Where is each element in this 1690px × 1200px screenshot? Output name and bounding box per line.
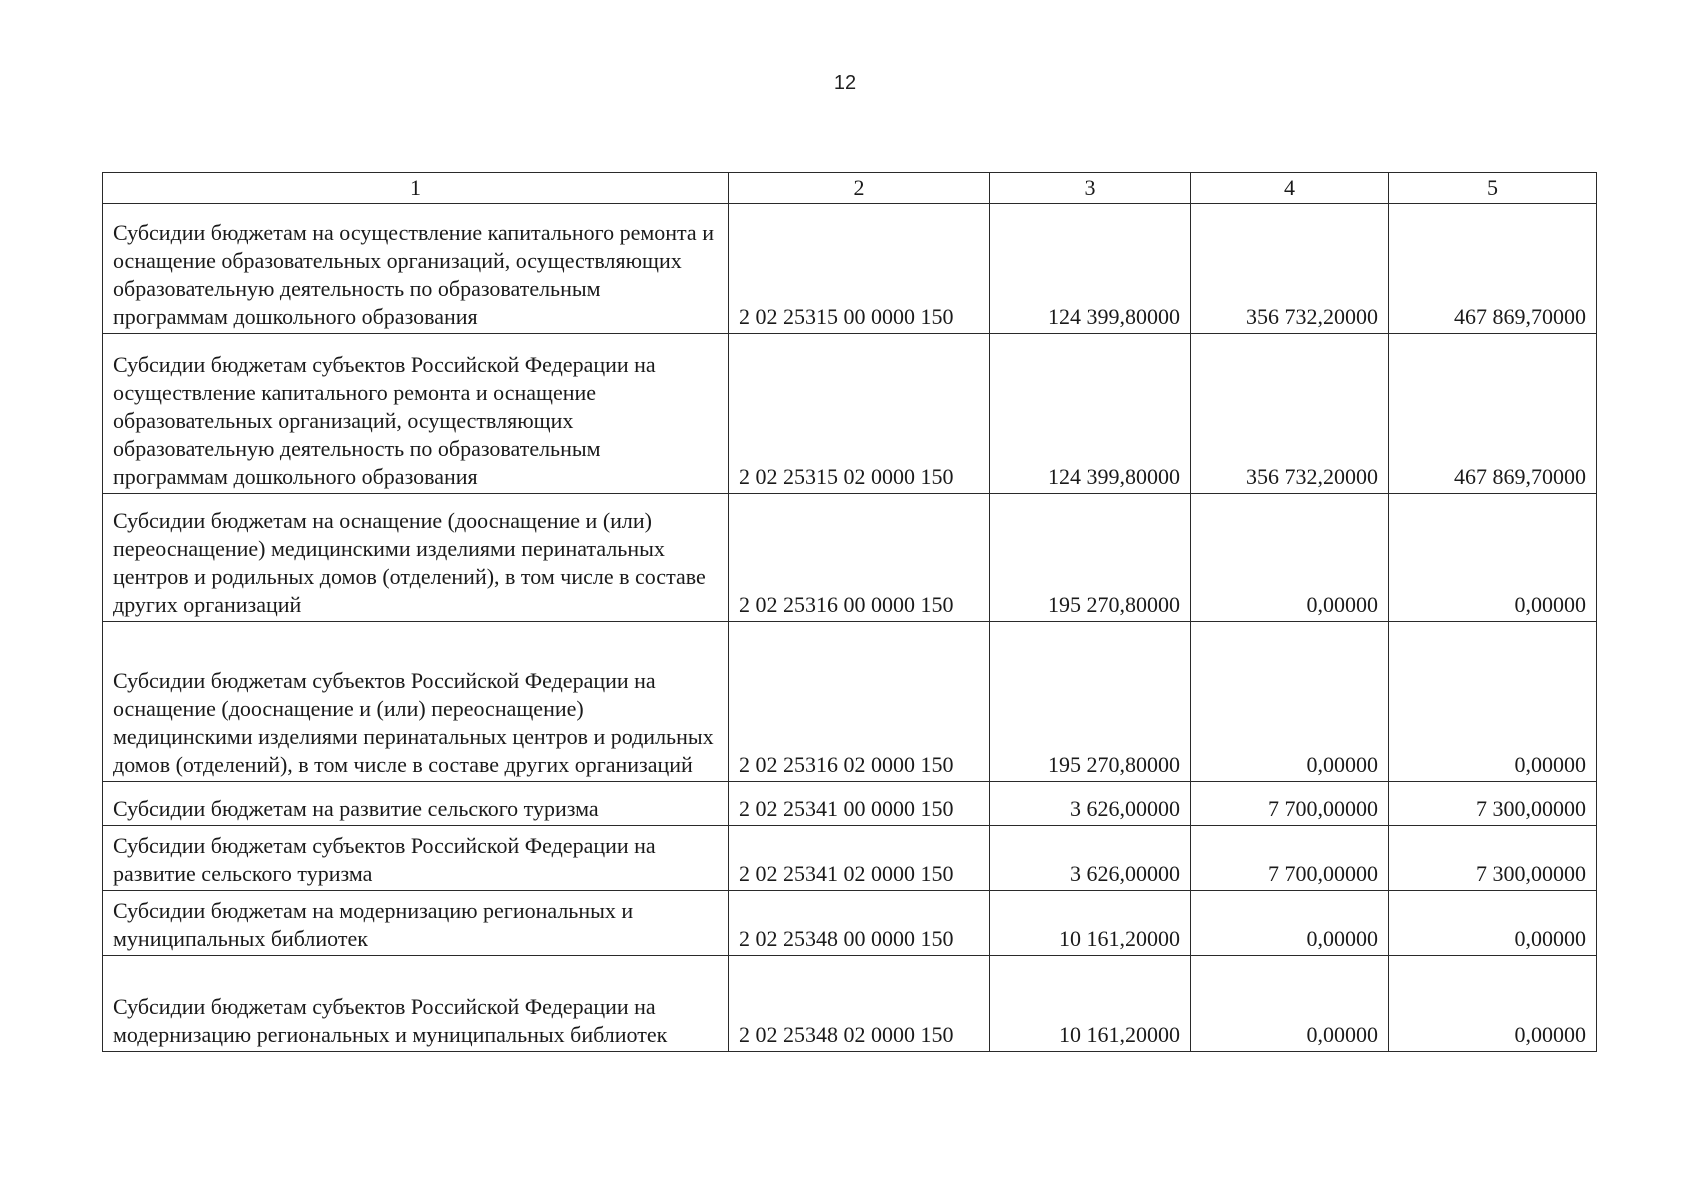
row-value-5: 467 869,70000 (1389, 204, 1597, 334)
header-row (103, 173, 1597, 204)
row-value-4: 0,00000 (1191, 956, 1389, 1052)
column-header-1: 1 (103, 173, 729, 204)
row-value-3: 124 399,80000 (990, 204, 1191, 334)
table-header (103, 173, 1597, 204)
row-value-3: 195 270,80000 (990, 494, 1191, 622)
table-row (103, 494, 1597, 622)
row-value-5: 467 869,70000 (1389, 334, 1597, 494)
table-row (103, 204, 1597, 334)
row-code: 2 02 25315 02 0000 150 (729, 334, 990, 494)
row-value-5: 0,00000 (1389, 494, 1597, 622)
row-value-4: 7 700,00000 (1191, 826, 1389, 891)
row-value-5: 0,00000 (1389, 622, 1597, 782)
row-code: 2 02 25316 00 0000 150 (729, 494, 990, 622)
table-row (103, 782, 1597, 826)
row-value-3: 124 399,80000 (990, 334, 1191, 494)
column-header-4: 4 (1191, 173, 1389, 204)
table-row (103, 334, 1597, 494)
row-value-5: 0,00000 (1389, 956, 1597, 1052)
row-description: Субсидии бюджетам субъектов Российской Федерации на осуществление капитального ремонта и оснащение образовательных организаций, осуществляющих образовательную деятельность по образовательным программам дошкольного образования (103, 334, 729, 494)
row-value-3: 3 626,00000 (990, 826, 1191, 891)
table-row (103, 622, 1597, 782)
row-value-4: 356 732,20000 (1191, 204, 1389, 334)
row-code: 2 02 25315 00 0000 150 (729, 204, 990, 334)
table-row (103, 891, 1597, 956)
row-value-4: 0,00000 (1191, 622, 1389, 782)
row-description: Субсидии бюджетам на осуществление капитального ремонта и оснащение образовательных организаций, осуществляющих образовательную деятельность по образовательным программам дошкольного образования (103, 204, 729, 334)
page-number: 12 (833, 72, 857, 94)
row-code: 2 02 25341 00 0000 150 (729, 782, 990, 826)
row-description: Субсидии бюджетам субъектов Российской Федерации на модернизацию региональных и муниципальных библиотек (103, 956, 729, 1052)
row-code: 2 02 25348 02 0000 150 (729, 956, 990, 1052)
row-value-3: 10 161,20000 (990, 891, 1191, 956)
row-value-5: 7 300,00000 (1389, 782, 1597, 826)
row-description: Субсидии бюджетам на развитие сельского туризма (103, 782, 729, 826)
row-description: Субсидии бюджетам субъектов Российской Федерации на оснащение (дооснащение и (или) переоснащение) медицинскими изделиями перинатальных центров и родильных домов (отделений), в том числе в составе других организаций (103, 622, 729, 782)
table-body (103, 204, 1597, 1052)
row-description: Субсидии бюджетам субъектов Российской Федерации на развитие сельского туризма (103, 826, 729, 891)
row-value-3: 3 626,00000 (990, 782, 1191, 826)
row-description: Субсидии бюджетам на оснащение (дооснащение и (или) переоснащение) медицинскими изделиями перинатальных центров и родильных домов (отделений), в том числе в составе других организаций (103, 494, 729, 622)
row-value-4: 7 700,00000 (1191, 782, 1389, 826)
row-value-3: 10 161,20000 (990, 956, 1191, 1052)
row-value-4: 356 732,20000 (1191, 334, 1389, 494)
column-header-3: 3 (990, 173, 1191, 204)
row-value-4: 0,00000 (1191, 494, 1389, 622)
row-code: 2 02 25316 02 0000 150 (729, 622, 990, 782)
column-header-5: 5 (1389, 173, 1597, 204)
table-row (103, 826, 1597, 891)
row-code: 2 02 25341 02 0000 150 (729, 826, 990, 891)
row-value-3: 195 270,80000 (990, 622, 1191, 782)
column-header-2: 2 (729, 173, 990, 204)
row-value-5: 0,00000 (1389, 891, 1597, 956)
row-value-5: 7 300,00000 (1389, 826, 1597, 891)
table-row (103, 956, 1597, 1052)
row-code: 2 02 25348 00 0000 150 (729, 891, 990, 956)
row-description: Субсидии бюджетам на модернизацию региональных и муниципальных библиотек (103, 891, 729, 956)
row-value-4: 0,00000 (1191, 891, 1389, 956)
budget-table (102, 172, 1597, 1052)
